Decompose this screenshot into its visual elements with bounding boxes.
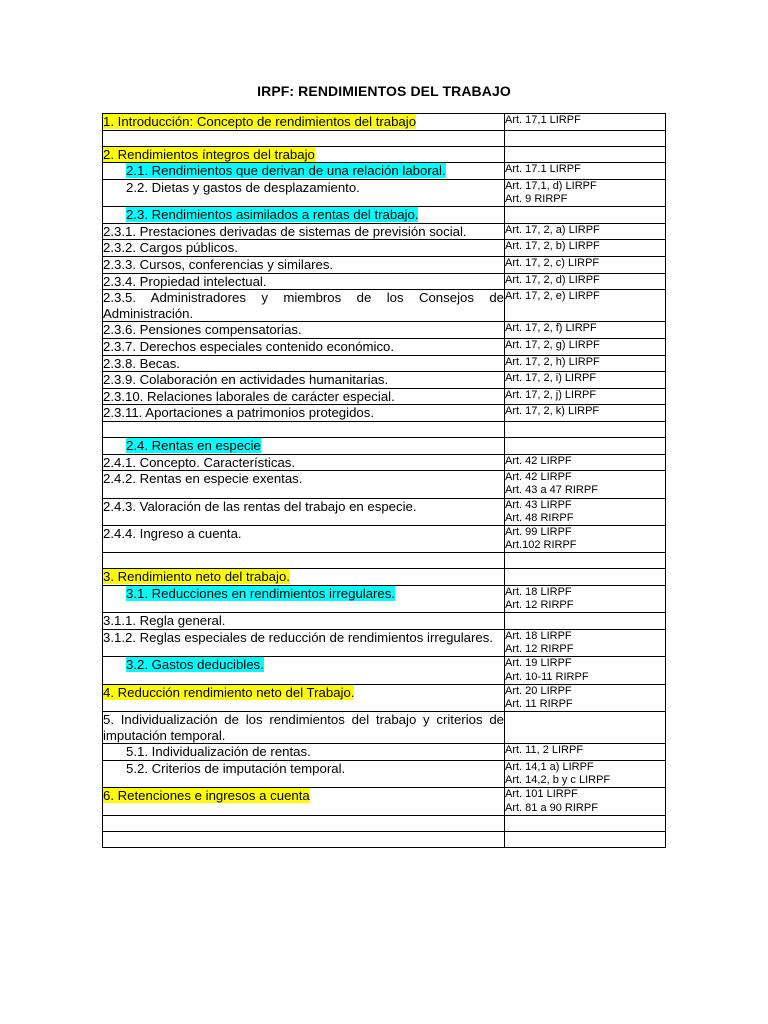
law-reference: Art. 14,1 a) LIRPF xyxy=(505,760,594,773)
topic-cell xyxy=(103,471,505,498)
reference-cell xyxy=(505,525,666,552)
law-reference: Art. 17, 2, i) LIRPF xyxy=(505,372,597,385)
document-title: IRPF: RENDIMIENTOS DEL TRABAJO xyxy=(257,83,511,99)
reference-cell xyxy=(505,744,666,761)
topic-text: 3.1.2. Reglas especiales de reducción de rendimientos irregulares. xyxy=(103,629,493,645)
topic-cell xyxy=(103,788,505,815)
law-reference: Art. 18 LIRPF xyxy=(505,629,572,642)
law-reference: Art. 10-11 RIRPF xyxy=(505,670,589,683)
reference-cell xyxy=(505,114,666,131)
reference-cell xyxy=(505,163,666,180)
law-reference: Art. 17, 2, k) LIRPF xyxy=(505,405,600,418)
law-reference: Art. 43 a 47 RIRPF xyxy=(505,484,598,497)
topic-text: 4. Reducción rendimiento neto del Trabajo. xyxy=(103,684,355,700)
table-row xyxy=(103,657,666,684)
topic-text: 2.3.10. Relaciones laborales de carácter especial. xyxy=(103,388,395,404)
topic-text: 2. Rendimientos íntegros del trabajo xyxy=(103,146,315,162)
reference-cell xyxy=(505,684,666,711)
topic-cell xyxy=(103,388,505,405)
table-row xyxy=(103,240,666,257)
topic-text: 5.2. Criterios de imputación temporal. xyxy=(126,760,346,776)
topic-cell xyxy=(103,585,505,612)
table-row xyxy=(103,760,666,787)
table-row xyxy=(103,256,666,273)
reference-cell xyxy=(505,405,666,422)
topic-cell xyxy=(103,355,505,372)
reference-cell xyxy=(505,372,666,389)
table-row xyxy=(103,179,666,206)
reference-cell xyxy=(505,207,666,224)
reference-cell xyxy=(505,388,666,405)
table-row xyxy=(103,815,666,831)
reference-cell xyxy=(505,437,666,454)
topic-cell xyxy=(103,338,505,355)
topic-text: 3. Rendimiento neto del trabajo. xyxy=(103,569,290,585)
topic-cell xyxy=(103,372,505,389)
law-reference: Art. 17, 2, d) LIRPF xyxy=(505,273,600,286)
law-reference: Art. 12 RIRPF xyxy=(505,599,574,612)
reference-cell xyxy=(505,240,666,257)
table-row xyxy=(103,163,666,180)
law-reference: Art. 99 LIRPF xyxy=(505,525,572,538)
table-row xyxy=(103,788,666,815)
law-reference: Art. 17, 2, h) LIRPF xyxy=(505,355,600,368)
topic-text: 2.3.7. Derechos especiales contenido económico. xyxy=(103,338,395,354)
reference-cell xyxy=(505,569,666,586)
topic-cell xyxy=(103,613,505,630)
table-row xyxy=(103,629,666,656)
law-reference: Art. 42 LIRPF xyxy=(505,471,572,484)
topic-cell xyxy=(103,657,505,684)
reference-cell xyxy=(505,760,666,787)
reference-cell xyxy=(505,421,666,437)
reference-cell xyxy=(505,815,666,831)
table-row xyxy=(103,831,666,847)
table-row xyxy=(103,146,666,163)
topic-cell xyxy=(103,179,505,206)
table-row xyxy=(103,744,666,761)
law-reference: Art. 9 RIRPF xyxy=(505,192,568,205)
table-row xyxy=(103,223,666,240)
topic-text: 2.3.6. Pensiones compensatorias. xyxy=(103,322,302,338)
law-reference: Art. 17,1 LIRPF xyxy=(505,114,581,126)
reference-cell xyxy=(505,256,666,273)
table-row xyxy=(103,322,666,339)
topic-cell xyxy=(103,421,505,437)
topic-text: 5.1. Individualización de rentas. xyxy=(126,744,311,760)
topic-cell xyxy=(103,290,505,322)
table-row xyxy=(103,338,666,355)
table-row xyxy=(103,613,666,630)
topic-cell xyxy=(103,114,505,131)
topic-cell xyxy=(103,437,505,454)
topic-cell xyxy=(103,146,505,163)
topic-text: 2.3. Rendimientos asimilados a rentas del trabajo. xyxy=(126,207,419,223)
topic-text: 2.4.3. Valoración de las rentas del trabajo en especie. xyxy=(103,498,417,514)
table-row xyxy=(103,388,666,405)
topic-cell xyxy=(103,240,505,257)
table-row xyxy=(103,553,666,569)
outline-table xyxy=(102,113,666,848)
reference-cell xyxy=(505,498,666,525)
law-reference: Art. 17, 2, b) LIRPF xyxy=(505,240,600,253)
reference-cell xyxy=(505,657,666,684)
law-reference: Art. 18 LIRPF xyxy=(505,585,572,598)
table-row xyxy=(103,273,666,290)
topic-cell xyxy=(103,498,505,525)
topic-cell xyxy=(103,569,505,586)
reference-cell xyxy=(505,322,666,339)
table-row xyxy=(103,454,666,471)
topic-cell xyxy=(103,322,505,339)
topic-text: 2.3.2. Cargos públicos. xyxy=(103,240,238,256)
table-row xyxy=(103,355,666,372)
reference-cell xyxy=(505,585,666,612)
topic-text: 2.4. Rentas en especie xyxy=(126,437,261,453)
topic-text: 2.3.4. Propiedad intelectual. xyxy=(103,273,267,289)
law-reference: Art.102 RIRPF xyxy=(505,539,577,552)
table-row xyxy=(103,585,666,612)
topic-cell xyxy=(103,207,505,224)
table-row xyxy=(103,498,666,525)
law-reference: Art. 14,2, b y c LIRPF xyxy=(505,774,611,787)
topic-text: 2.3.8. Becas. xyxy=(103,355,180,371)
topic-cell xyxy=(103,273,505,290)
law-reference: Art. 81 a 90 RIRPF xyxy=(505,801,598,814)
topic-cell xyxy=(103,760,505,787)
topic-text: 3.2. Gastos deducibles. xyxy=(126,657,264,673)
reference-cell xyxy=(505,130,666,146)
topic-text: 3.1. Reducciones en rendimientos irregulares. xyxy=(126,585,396,601)
law-reference: Art. 43 LIRPF xyxy=(505,498,572,511)
table-row xyxy=(103,114,666,131)
topic-text: 2.4.4. Ingreso a cuenta. xyxy=(103,525,242,541)
topic-cell xyxy=(103,163,505,180)
topic-cell xyxy=(103,525,505,552)
law-reference: Art. 19 LIRPF xyxy=(505,657,572,670)
table-row xyxy=(103,525,666,552)
law-reference: Art. 17, 2, e) LIRPF xyxy=(505,290,600,303)
topic-text: 1. Introducción: Concepto de rendimientos del trabajo xyxy=(103,114,417,129)
topic-cell xyxy=(103,684,505,711)
reference-cell xyxy=(505,338,666,355)
law-reference: Art. 11 RIRPF xyxy=(505,697,573,710)
topic-text: 3.1.1. Regla general. xyxy=(103,613,226,629)
law-reference: Art. 17,1, d) LIRPF xyxy=(505,179,597,192)
law-reference: Art. 17.1 LIRPF xyxy=(505,163,581,176)
reference-cell xyxy=(505,355,666,372)
law-reference: Art. 48 RIRPF xyxy=(505,511,574,524)
reference-cell xyxy=(505,471,666,498)
table-row xyxy=(103,290,666,322)
topic-cell xyxy=(103,712,505,744)
table-row xyxy=(103,130,666,146)
table-row xyxy=(103,372,666,389)
reference-cell xyxy=(505,454,666,471)
topic-text: 5. Individualización de los rendimientos del trabajo y criterios de imputación temporal. xyxy=(103,712,504,743)
topic-cell xyxy=(103,256,505,273)
table-row xyxy=(103,405,666,422)
topic-cell xyxy=(103,815,505,831)
reference-cell xyxy=(505,290,666,322)
topic-cell xyxy=(103,831,505,847)
law-reference: Art. 17, 2, a) LIRPF xyxy=(505,223,600,236)
topic-text: 2.3.9. Colaboración en actividades humanitarias. xyxy=(103,372,389,388)
table-row xyxy=(103,569,666,586)
table-row xyxy=(103,421,666,437)
topic-cell xyxy=(103,553,505,569)
table-row xyxy=(103,712,666,744)
topic-cell xyxy=(103,454,505,471)
topic-text: 2.2. Dietas y gastos de desplazamiento. xyxy=(126,179,360,195)
topic-text: 2.1. Rendimientos que derivan de una relación laboral. xyxy=(126,163,446,179)
law-reference: Art. 101 LIRPF xyxy=(505,788,578,801)
table-row xyxy=(103,684,666,711)
law-reference: Art. 17, 2, j) LIRPF xyxy=(505,388,597,401)
table-row xyxy=(103,437,666,454)
reference-cell xyxy=(505,273,666,290)
reference-cell xyxy=(505,613,666,630)
table-row xyxy=(103,207,666,224)
law-reference: Art. 12 RIRPF xyxy=(505,643,574,656)
law-reference: Art. 17, 2, f) LIRPF xyxy=(505,322,597,335)
reference-cell xyxy=(505,831,666,847)
reference-cell xyxy=(505,788,666,815)
reference-cell xyxy=(505,179,666,206)
topic-text: 2.4.1. Concepto. Características. xyxy=(103,454,296,470)
topic-cell xyxy=(103,629,505,656)
law-reference: Art. 17, 2, c) LIRPF xyxy=(505,256,600,269)
reference-cell xyxy=(505,146,666,163)
reference-cell xyxy=(505,712,666,744)
topic-cell xyxy=(103,744,505,761)
reference-cell xyxy=(505,629,666,656)
topic-text: 2.3.11. Aportaciones a patrimonios protegidos. xyxy=(103,405,374,421)
law-reference: Art. 42 LIRPF xyxy=(505,454,572,467)
law-reference: Art. 17, 2, g) LIRPF xyxy=(505,338,600,351)
reference-cell xyxy=(505,223,666,240)
topic-text: 2.3.3. Cursos, conferencias y similares. xyxy=(103,256,334,272)
table-row xyxy=(103,471,666,498)
topic-text: 2.3.1. Prestaciones derivadas de sistemas de previsión social. xyxy=(103,223,467,239)
reference-cell xyxy=(505,553,666,569)
law-reference: Art. 20 LIRPF xyxy=(505,684,572,697)
topic-cell xyxy=(103,223,505,240)
topic-text: 2.3.5. Administradores y miembros de los Consejos de Administración. xyxy=(103,290,504,321)
topic-text: 2.4.2. Rentas en especie exentas. xyxy=(103,471,303,487)
topic-text: 6. Retenciones e ingresos a cuenta xyxy=(103,788,310,804)
topic-cell xyxy=(103,405,505,422)
topic-cell xyxy=(103,130,505,146)
law-reference: Art. 11, 2 LIRPF xyxy=(505,744,584,757)
